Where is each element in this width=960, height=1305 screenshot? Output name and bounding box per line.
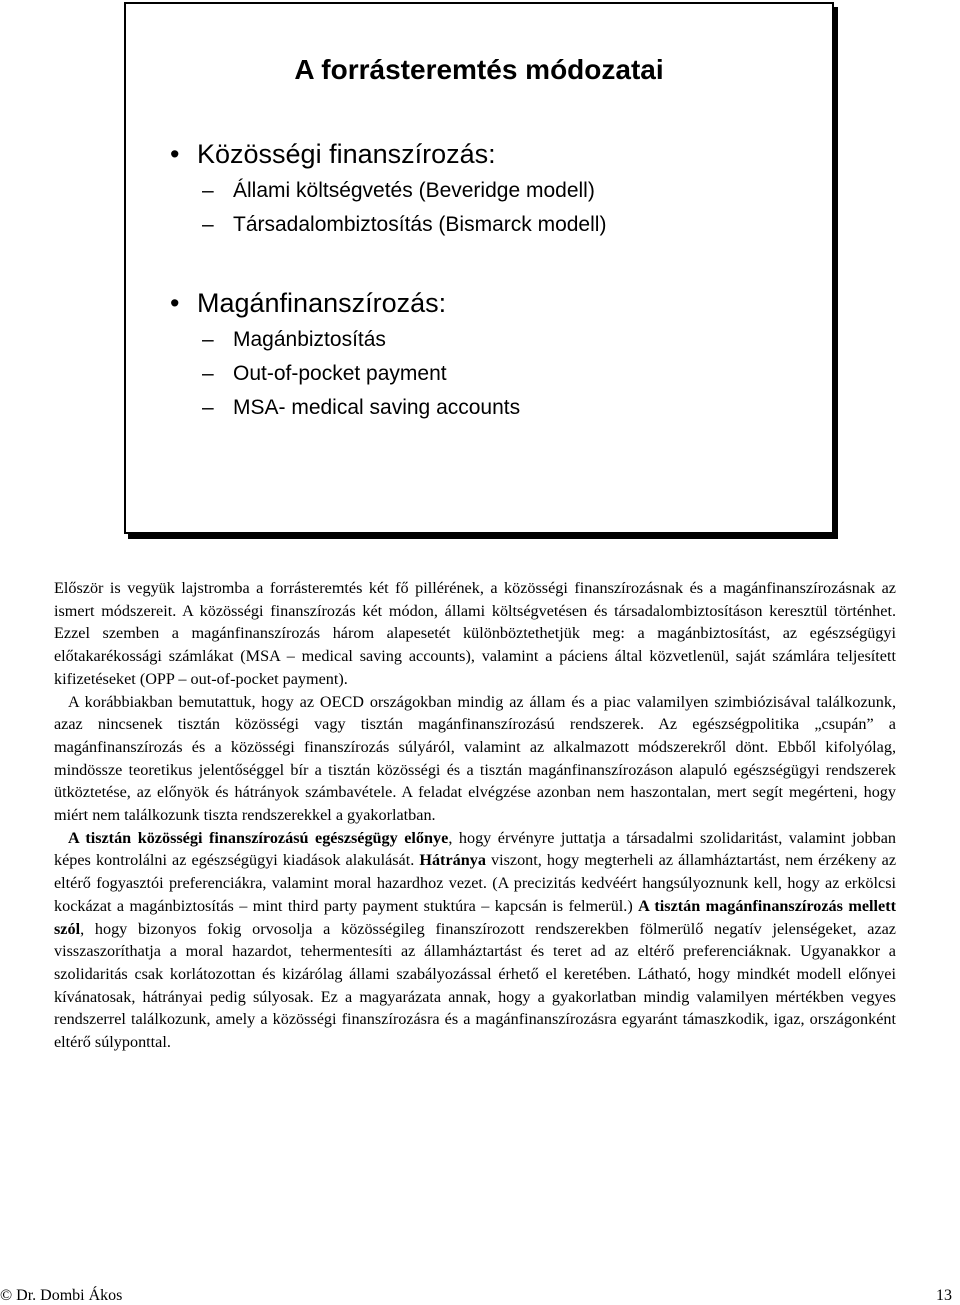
bullet-icon: • bbox=[170, 139, 180, 169]
text-run: viszont, hogy megterheli az államháztartást, nem érzékeny az eltérő fogyasztói preferenciákra, valamint moral hazardhoz vezet. (A precizitás kedvéért hangsúlyoznunk kell, hogy az erkölcsi kockázat a magánbiztosítás – mint third party payment stuktúra – kapcsán is felmerül.) bbox=[54, 851, 897, 915]
list-item bbox=[202, 391, 520, 425]
body-text bbox=[54, 577, 896, 1054]
bold-phrase: A tisztán közösségi finanszírozású egészségügy előnye bbox=[68, 828, 449, 847]
page-footer bbox=[0, 1287, 960, 1305]
sub-list bbox=[202, 323, 520, 425]
list-item-text: Magánbiztosítás bbox=[233, 328, 386, 351]
paragraph: A korábbiakban bemutattuk, hogy az OECD országokban mindig az állam és a piac valamilyen szimbiózisával találkozunk, azaz nincsenek tisztán közösségi vagy tisztán magánfinanszírozású rendszerek. Az egészségpolitika „csupán” a magánfinanszírozás és a közösségi finanszírozás súlyáról, valamint az alkalmazott módszerekről dönt. Ebből kifolyólag, mindössze teoretikus jelentőséggel bír a tisztán közösségi és a tisztán magánfinanszírozáson alapuló egészségügyi rendszerek ütköztetése, az előnyök és hátrányok számbavétele. A feladat elvégzése azonban nem haszontalan, mert segít megérteni, hogy miért nem találkozunk tiszta rendszerekkel a gyakorlatban. bbox=[54, 692, 896, 825]
text-run: , hogy érvényre juttatja a társadalmi szolidaritást, valamint jobban képes kontrolálni az egészségügyi kiadások alakulását. bbox=[54, 828, 897, 870]
slide-title: A forrásteremtés módozatai bbox=[294, 54, 664, 85]
list-item bbox=[202, 174, 606, 208]
dash-icon: – bbox=[202, 179, 214, 202]
page-number: 13 bbox=[936, 1287, 952, 1304]
bullet-heading-text: Magánfinanszírozás: bbox=[197, 288, 447, 318]
bold-phrase: A tisztán magánfinanszírozás mellett szól bbox=[54, 896, 896, 938]
bullet-heading bbox=[170, 136, 606, 172]
paragraph bbox=[54, 827, 896, 1054]
dash-icon: – bbox=[202, 362, 214, 385]
bullet-heading-text: Közösségi finanszírozás: bbox=[197, 139, 496, 169]
bullet-group-private bbox=[170, 285, 520, 425]
bullet-group-public bbox=[170, 136, 606, 242]
list-item-text: MSA- medical saving accounts bbox=[233, 396, 521, 419]
dash-icon: – bbox=[202, 328, 214, 351]
bold-phrase: Hátránya bbox=[419, 851, 486, 870]
footer-author: © Dr. Dombi Ákos bbox=[0, 1287, 123, 1304]
paragraph: Először is vegyük lajstromba a forrásteremtés két fő pillérének, a közösségi finanszírozásnak és a magánfinanszírozásnak az ismert módszereit. A közösségi finanszírozás két módon, állami költségvetésen és társadalombiztosításon keresztül történhet. Ezzel szemben a magánfinanszírozás három alapesetét különböztethetjük meg: a magánbiztosítást, az egészségügyi előtakarékossági számlákat (MSA – medical saving accounts), valamint a páciens által közvetlenül, saját számlára teljesített kifizetéseket (OPP – out-of-pocket payment). bbox=[54, 579, 896, 688]
text-run: , hogy bizonyos fokig orvosolja a közösségileg finanszírozott rendszerekben fölmerülő negatív jelenségeket, azaz visszaszoríthatja a moral hazardot, tehermentesíti az államháztartást és teret ad az eltérő preferenciáknak. Ugyanakkor a szolidaritás csak korlátozottan és kizárólag állami szabályozással érhető el keretében. Látható, hogy mindkét modell előnyei kívánatosak, hátrányai pedig súlyosak. Ez a magyarázata annak, hogy a gyakorlatban mindig valamilyen mértékben vegyes rendszerrel találkozunk, amely a közösségi finanszírozásra és a magánfinanszírozásra egyaránt támaszkodik, igaz, országonként eltérő súlyponttal. bbox=[54, 919, 896, 1052]
list-item bbox=[202, 323, 520, 357]
slide-frame bbox=[124, 2, 834, 534]
list-item bbox=[202, 208, 606, 242]
list-item bbox=[202, 357, 520, 391]
dash-icon: – bbox=[202, 213, 214, 236]
list-item-text: Állami költségvetés (Beveridge modell) bbox=[233, 179, 595, 202]
sub-list bbox=[202, 174, 606, 242]
bullet-heading bbox=[170, 285, 520, 321]
bullet-icon: • bbox=[170, 288, 180, 318]
list-item-text: Out-of-pocket payment bbox=[233, 362, 447, 385]
dash-icon: – bbox=[202, 396, 214, 419]
list-item-text: Társadalombiztosítás (Bismarck modell) bbox=[233, 213, 607, 236]
